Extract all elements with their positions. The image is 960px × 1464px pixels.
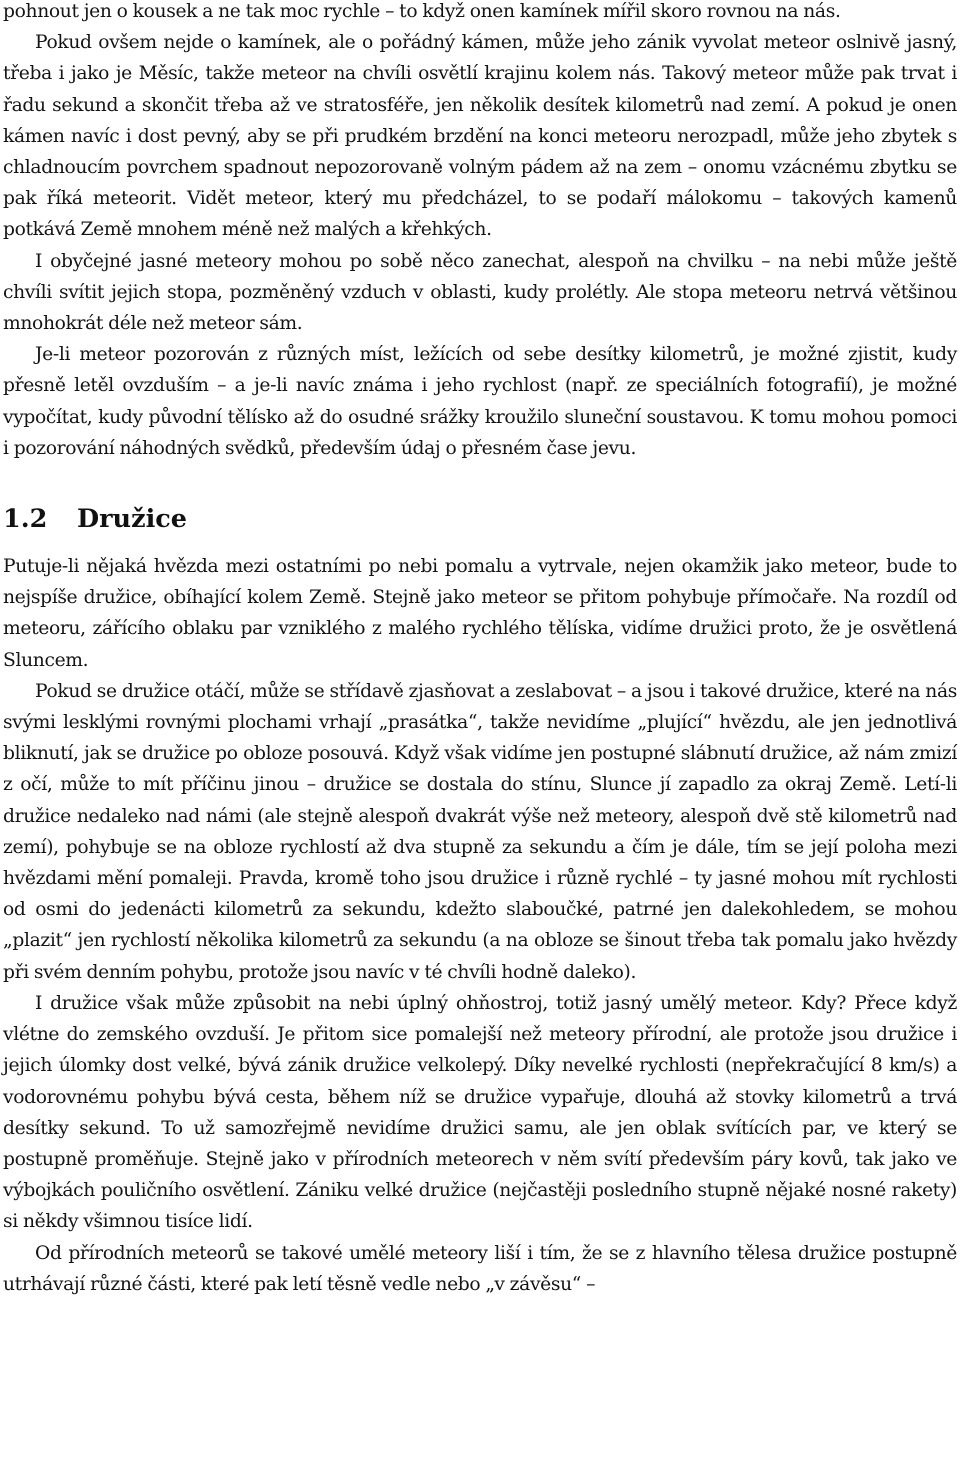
paragraph-meteor-trajectory: Je-li meteor pozorován z různých míst, ležících od sebe desítky kilometrů, je možné zjistit, kudy přesně letěl ovzduším – a je-li navíc známa i jeho rychlost (např. ze speciálních fotografií), je možné vypočítat, kudy původní tělísko až do osudné srážky kroužilo sluneční soustavou. K tomu mohou pomoci i pozorování náhodných svědků, především údaj o přesném čase jevu. (3, 344, 957, 459)
paragraph-meteor-trail: I obyčejné jasné meteory mohou po sobě něco zanechat, alespoň na chvilku – na nebi může ještě chvíli svítit jejich stopa, pozměněný vzduch v oblasti, kudy prolétly. Ale stopa meteoru netrvá většinou mnohokrát déle než meteor sám. (3, 250, 957, 335)
paragraph-large-meteor: Pokud ovšem nejde o kamínek, ale o pořádný kámen, může jeho zánik vyvolat meteor oslnivě jasný, třeba i jako je Měsíc, takže meteor na chvíli osvětlí krajinu kolem nás. Takový meteor může pak trvat i řadu sekund a skončit třeba až ve stratosféře, jen několik desítek kilometrů nad zemí. A pokud je onen kámen navíc i dost pevný, aby se při prudkém brzdění na konci meteoru nerozpadl, může jeho zbytek s chladnoucím povrchem spadnout nepozorovaně volným pádem až na zem – onomu vzácnému zbytku se pak říká meteorit. Vidět meteor, který mu předcházel, to se podaří málokomu – takových kamenů potkává Země mnohem méně než malých a křehkých. (3, 32, 957, 241)
section-title: Družice (77, 504, 188, 535)
paragraph-satellite-rotation: Pokud se družice otáčí, může se střídavě zjasňovat a zeslabovat – a jsou i takové družice, které na nás svými lesklými rovnými plochami vrhají „prasátka“, takže nevidíme „plující“ hvězdu, ale jen jednotlivá bliknutí, jak se družice po obloze posouvá. Když však vidíme jen postupné slábnutí družice, až nám zmizí z očí, může to mít příčinu jinou – družice se dostala do stínu, Slunce jí zapadlo za okraj Země. Letí-li družice nedaleko nad námi (ale stejně alespoň dvakrát výše než meteory, alespoň dvě stě kilometrů nad zemí), pohybuje se na obloze rychlostí až dva stupně za sekundu a čím je dále, tím se její poloha mezi hvězdami mění pomaleji. Pravda, kromě toho jsou družice i různě rychlé – ty jasné mohou mít rychlosti od osmi do jedenácti kilometrů za sekundu, kdežto slaboučké, patrné jen dalekohledem, se mohou „plazit“ jen rychlostí několika kilometrů za sekundu (a na obloze se šinout třeba tak pomalu jako hvězdy při svém denním pohybu, protože jsou navíc v té chvíli hodně daleko). (3, 680, 957, 983)
paragraph-continuation: pohnout jen o kousek a ne tak moc rychle – to když onen kamínek mířil skoro rovnou na nás. (3, 1, 841, 22)
paragraph-artificial-meteors: Od přírodních meteorů se takové umělé meteory liší i tím, že se z hlavního tělesa družice postupně utrhávají různé části, které pak letí těsně vedle nebo „v závěsu“ – (3, 1242, 957, 1295)
document-page (3, 0, 957, 1300)
section-number: 1.2 (3, 504, 48, 535)
paragraph-satellite-intro: Putuje-li nějaká hvězda mezi ostatními po nebi pomalu a vytrvale, nejen okamžik jako meteor, bude to nejspíše družice, obíhající kolem Země. Stejně jako meteor se přitom pohybuje přímočaře. Na rozdíl od meteoru, zářícího oblaku par vzniklého z malého rychlého tělíska, vidíme družici proto, že je osvětlená Sluncem. (3, 556, 957, 671)
paragraph-satellite-reentry: I družice však může způsobit na nebi úplný ohňostroj, totiž jasný umělý meteor. Kdy? Přece když vlétne do zemského ovzduší. Je přitom sice pomalejší než meteory přírodní, ale protože jsou družice i jejich úlomky dost velké, bývá zánik družice velkolepý. Díky nevelké rychlosti (nepřekračující 8 km/s) a vodorovnému pohybu bývá cesta, během níž se družice vypařuje, dlouhá až stovky kilometrů a trvá desítky sekund. To už samozřejmě nevidíme družici samu, ale jen oblak svítících par, ve který se postupně proměňuje. Stejně jako v přírodních meteorech v něm svítí především páry kovů, tak jako ve výbojkách pouličního osvětlení. Zániku velké družice (nejčastěji posledního stupně nějaké nosné rakety) si někdy všimnou tisíce lidí. (3, 992, 957, 1233)
section-heading (3, 501, 957, 537)
